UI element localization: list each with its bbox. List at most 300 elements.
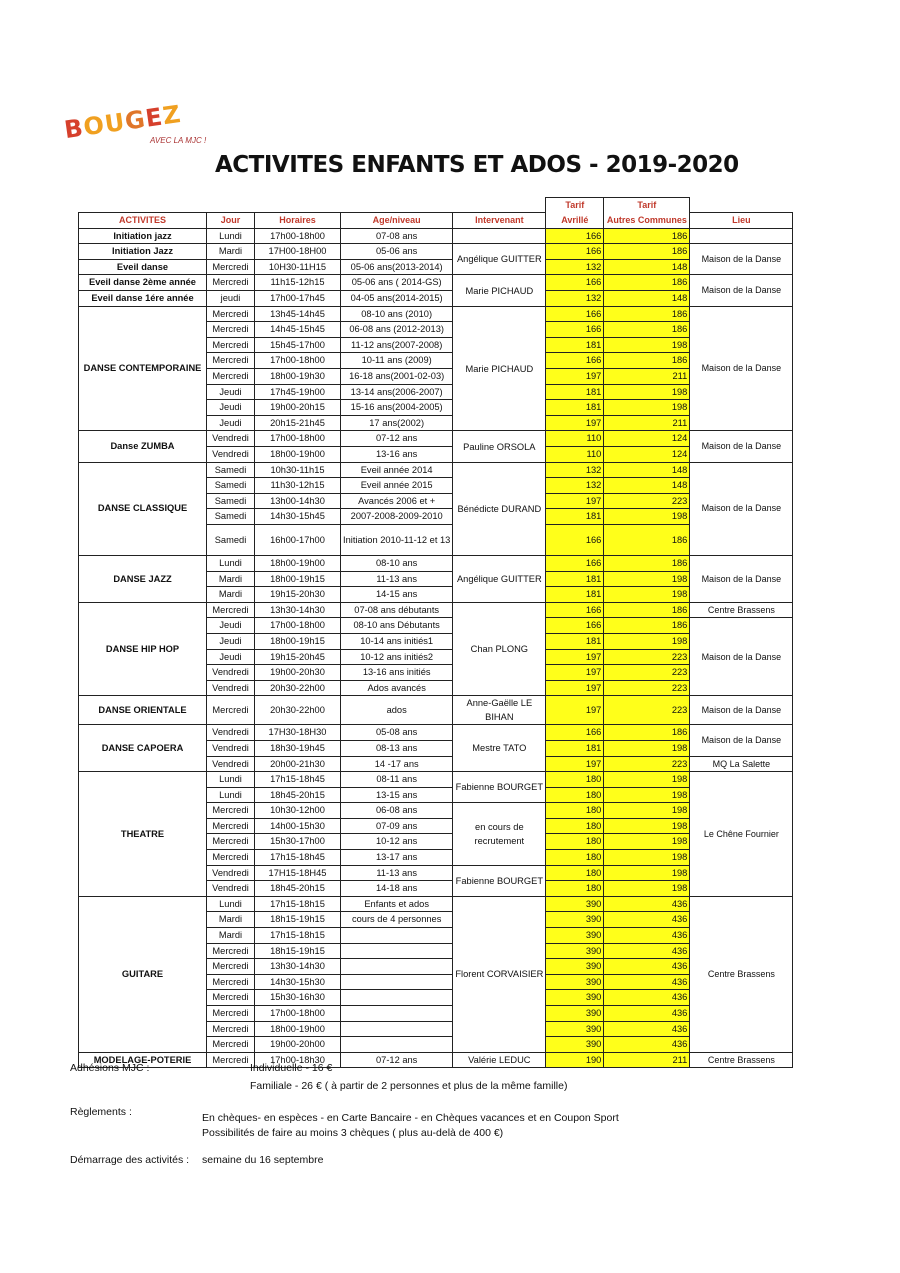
horaire-cell: 17h00-18h00 xyxy=(255,618,341,634)
table-row xyxy=(79,602,793,618)
jour-cell: Vendredi xyxy=(207,756,255,772)
jour-cell: Lundi xyxy=(207,787,255,803)
lieu-cell: Centre Brassens xyxy=(690,896,793,1052)
schedule-table-wrapper xyxy=(78,197,793,1068)
jour-cell: Mercredi xyxy=(207,1052,255,1068)
age-cell xyxy=(341,1006,453,1022)
tarif-autres-cell: 186 xyxy=(604,228,690,244)
age-cell: 13-14 ans(2006-2007) xyxy=(341,384,453,400)
age-cell: 04-05 ans(2014-2015) xyxy=(341,291,453,307)
age-cell: 05-06 ans xyxy=(341,244,453,260)
mjc-logo xyxy=(62,99,224,148)
tarif-autres-cell: 436 xyxy=(604,928,690,944)
horaire-cell: 13h30-14h30 xyxy=(255,959,341,975)
tarif-avrille-cell: 390 xyxy=(546,1006,604,1022)
header-jour: Jour xyxy=(207,213,255,229)
horaire-cell: 13h30-14h30 xyxy=(255,602,341,618)
header-spacer xyxy=(453,198,546,213)
tarif-avrille-cell: 166 xyxy=(546,524,604,555)
age-cell: Ados avancés xyxy=(341,680,453,696)
jour-cell: Mercredi xyxy=(207,275,255,291)
tarif-autres-cell: 211 xyxy=(604,369,690,385)
tarif-autres-cell: 186 xyxy=(604,275,690,291)
tarif-autres-cell: 436 xyxy=(604,1021,690,1037)
activite-cell: MODELAGE-POTERIE xyxy=(79,1052,207,1068)
horaire-cell: 15h45-17h00 xyxy=(255,337,341,353)
tarif-avrille-cell: 390 xyxy=(546,896,604,912)
table-row xyxy=(79,306,793,322)
intervenant-cell: Mestre TATO xyxy=(453,725,546,772)
intervenant-cell: Fabienne BOURGET xyxy=(453,772,546,803)
lieu-cell: Centre Brassens xyxy=(690,602,793,618)
tarif-autres-cell: 211 xyxy=(604,1052,690,1068)
age-cell: 14-18 ans xyxy=(341,881,453,897)
age-cell: 13-16 ans initiés xyxy=(341,665,453,681)
tarif-avrille-cell: 181 xyxy=(546,633,604,649)
age-cell: 05-06 ans ( 2014-GS) xyxy=(341,275,453,291)
tarif-autres-cell: 198 xyxy=(604,337,690,353)
tarif-avrille-cell: 390 xyxy=(546,1021,604,1037)
jour-cell: Mercredi xyxy=(207,834,255,850)
tarif-autres-cell: 223 xyxy=(604,493,690,509)
horaire-cell: 17h00-17h45 xyxy=(255,291,341,307)
horaire-cell: 17H00-18H00 xyxy=(255,244,341,260)
jour-cell: Mercredi xyxy=(207,306,255,322)
tarif-avrille-cell: 390 xyxy=(546,959,604,975)
jour-cell: Jeudi xyxy=(207,400,255,416)
tarif-avrille-cell: 166 xyxy=(546,602,604,618)
age-cell: 17 ans(2002) xyxy=(341,415,453,431)
activite-cell: DANSE CAPOERA xyxy=(79,725,207,772)
age-cell: 05-08 ans xyxy=(341,725,453,741)
tarif-autres-cell: 198 xyxy=(604,633,690,649)
age-cell: 11-12 ans(2007-2008) xyxy=(341,337,453,353)
tarif-autres-cell: 198 xyxy=(604,850,690,866)
intervenant-cell: Bénédicte DURAND xyxy=(453,462,546,555)
horaire-cell: 17h15-18h45 xyxy=(255,772,341,788)
age-cell: 06-08 ans xyxy=(341,803,453,819)
tarif-avrille-cell: 132 xyxy=(546,478,604,494)
table-row xyxy=(79,896,793,912)
intervenant-cell: Valérie LEDUC xyxy=(453,1052,546,1068)
tarif-avrille-cell: 197 xyxy=(546,756,604,772)
horaire-cell: 13h00-14h30 xyxy=(255,493,341,509)
lieu-cell: Maison de la Danse xyxy=(690,431,793,462)
page-title: ACTIVITES ENFANTS ET ADOS - 2019-2020 xyxy=(215,152,739,178)
horaire-cell: 20h30-22h00 xyxy=(255,680,341,696)
header-activites: ACTIVITES xyxy=(79,213,207,229)
header-spacer xyxy=(255,198,341,213)
age-cell xyxy=(341,959,453,975)
age-cell xyxy=(341,974,453,990)
jour-cell: Mardi xyxy=(207,587,255,603)
tarif-avrille-cell: 181 xyxy=(546,740,604,756)
tarif-avrille-cell: 180 xyxy=(546,850,604,866)
tarif-avrille-cell: 132 xyxy=(546,291,604,307)
horaire-cell: 17h45-19h00 xyxy=(255,384,341,400)
jour-cell: Mardi xyxy=(207,244,255,260)
table-row xyxy=(79,462,793,478)
table-row xyxy=(79,696,793,725)
tarif-autres-cell: 436 xyxy=(604,959,690,975)
tarif-autres-cell: 124 xyxy=(604,447,690,463)
horaire-cell: 14h30-15h45 xyxy=(255,509,341,525)
tarif-avrille-cell: 166 xyxy=(546,353,604,369)
age-cell: 10-11 ans (2009) xyxy=(341,353,453,369)
tarif-autres-cell: 186 xyxy=(604,322,690,338)
age-cell: 13-16 ans xyxy=(341,447,453,463)
age-cell: cours de 4 personnes xyxy=(341,912,453,928)
horaire-cell: 10h30-11h15 xyxy=(255,462,341,478)
age-cell: 07-12 ans xyxy=(341,1052,453,1068)
horaire-cell: 19h00-20h30 xyxy=(255,665,341,681)
lieu-cell: Maison de la Danse xyxy=(690,462,793,555)
header-tarif-avrille-top: Tarif xyxy=(546,198,604,213)
tarif-avrille-cell: 181 xyxy=(546,384,604,400)
activite-cell: Danse ZUMBA xyxy=(79,431,207,462)
tarif-autres-cell: 223 xyxy=(604,696,690,725)
jour-cell: Jeudi xyxy=(207,384,255,400)
tarif-autres-cell: 148 xyxy=(604,291,690,307)
tarif-autres-cell: 198 xyxy=(604,803,690,819)
tarif-autres-cell: 198 xyxy=(604,865,690,881)
activite-cell: DANSE JAZZ xyxy=(79,555,207,602)
reglements-modes: En chèques- en espèces - en Carte Bancaire - en Chèques vacances et en Coupon Sport xyxy=(202,1112,619,1124)
header-spacer xyxy=(690,198,793,213)
horaire-cell: 18h00-19h15 xyxy=(255,571,341,587)
tarif-avrille-cell: 390 xyxy=(546,912,604,928)
header-top-row xyxy=(79,198,793,213)
jour-cell: Mercredi xyxy=(207,696,255,725)
horaire-cell: 15h30-16h30 xyxy=(255,990,341,1006)
table-row xyxy=(79,244,793,260)
tarif-autres-cell: 223 xyxy=(604,756,690,772)
tarif-autres-cell: 198 xyxy=(604,571,690,587)
tarif-avrille-cell: 166 xyxy=(546,725,604,741)
horaire-cell: 19h15-20h45 xyxy=(255,649,341,665)
jour-cell: Mercredi xyxy=(207,337,255,353)
age-cell: 11-13 ans xyxy=(341,571,453,587)
horaire-cell: 17h15-18h15 xyxy=(255,896,341,912)
tarif-autres-cell: 223 xyxy=(604,665,690,681)
jour-cell: Mercredi xyxy=(207,943,255,959)
age-cell: 08-10 ans Débutants xyxy=(341,618,453,634)
intervenant-cell: Marie PICHAUD xyxy=(453,275,546,306)
horaire-cell: 10h30-12h00 xyxy=(255,803,341,819)
intervenant-cell: Marie PICHAUD xyxy=(453,306,546,431)
lieu-cell: Le Chêne Fournier xyxy=(690,772,793,897)
tarif-avrille-cell: 190 xyxy=(546,1052,604,1068)
jour-cell: Mercredi xyxy=(207,990,255,1006)
tarif-avrille-cell: 181 xyxy=(546,400,604,416)
age-cell: Eveil année 2014 xyxy=(341,462,453,478)
tarif-avrille-cell: 166 xyxy=(546,244,604,260)
lieu-cell: Maison de la Danse xyxy=(690,275,793,306)
age-cell: Eveil année 2015 xyxy=(341,478,453,494)
lieu-cell xyxy=(690,228,793,244)
age-cell: 07-08 ans xyxy=(341,228,453,244)
tarif-avrille-cell: 180 xyxy=(546,787,604,803)
tarif-avrille-cell: 180 xyxy=(546,865,604,881)
age-cell: 08-10 ans xyxy=(341,555,453,571)
age-cell: 10-12 ans initiés2 xyxy=(341,649,453,665)
tarif-avrille-cell: 166 xyxy=(546,306,604,322)
age-cell: 14-15 ans xyxy=(341,587,453,603)
tarif-avrille-cell: 166 xyxy=(546,275,604,291)
activite-cell: DANSE CLASSIQUE xyxy=(79,462,207,555)
horaire-cell: 17h00-18h00 xyxy=(255,353,341,369)
horaire-cell: 17H30-18H30 xyxy=(255,725,341,741)
tarif-avrille-cell: 197 xyxy=(546,493,604,509)
age-cell: 14 -17 ans xyxy=(341,756,453,772)
jour-cell: Lundi xyxy=(207,772,255,788)
horaire-cell: 10H30-11H15 xyxy=(255,259,341,275)
horaire-cell: 19h00-20h00 xyxy=(255,1037,341,1053)
table-row xyxy=(79,275,793,291)
tarif-avrille-cell: 110 xyxy=(546,447,604,463)
tarif-avrille-cell: 197 xyxy=(546,649,604,665)
intervenant-cell xyxy=(453,228,546,244)
jour-cell: Jeudi xyxy=(207,415,255,431)
tarif-avrille-cell: 197 xyxy=(546,415,604,431)
jour-cell: Mardi xyxy=(207,928,255,944)
horaire-cell: 11h30-12h15 xyxy=(255,478,341,494)
horaire-cell: 20h15-21h45 xyxy=(255,415,341,431)
tarif-avrille-cell: 181 xyxy=(546,337,604,353)
age-cell xyxy=(341,1037,453,1053)
intervenant-cell: Pauline ORSOLA xyxy=(453,431,546,462)
tarif-avrille-cell: 166 xyxy=(546,618,604,634)
jour-cell: Mercredi xyxy=(207,1021,255,1037)
tarif-autres-cell: 223 xyxy=(604,680,690,696)
tarif-avrille-cell: 166 xyxy=(546,322,604,338)
activite-cell: DANSE CONTEMPORAINE xyxy=(79,306,207,431)
horaire-cell: 19h15-20h30 xyxy=(255,587,341,603)
lieu-cell: MQ La Salette xyxy=(690,756,793,772)
adhesions-label: Adhésions MJC : xyxy=(70,1062,150,1074)
tarif-avrille-cell: 390 xyxy=(546,943,604,959)
horaire-cell: 17h00-18h00 xyxy=(255,228,341,244)
tarif-autres-cell: 198 xyxy=(604,400,690,416)
age-cell: 10-12 ans xyxy=(341,834,453,850)
jour-cell: Mercredi xyxy=(207,1037,255,1053)
jour-cell: Vendredi xyxy=(207,881,255,897)
tarif-avrille-cell: 132 xyxy=(546,462,604,478)
age-cell: Avancés 2006 et + xyxy=(341,493,453,509)
header-spacer xyxy=(79,198,207,213)
tarif-autres-cell: 436 xyxy=(604,1006,690,1022)
jour-cell: Lundi xyxy=(207,228,255,244)
age-cell: 2007-2008-2009-2010 xyxy=(341,509,453,525)
header-tarif-autres: Autres Communes xyxy=(604,213,690,229)
horaire-cell: 19h00-20h15 xyxy=(255,400,341,416)
jour-cell: Mercredi xyxy=(207,369,255,385)
jour-cell: Mercredi xyxy=(207,602,255,618)
horaire-cell: 17h15-18h45 xyxy=(255,850,341,866)
activite-cell: Eveil danse 1ére année xyxy=(79,291,207,307)
tarif-avrille-cell: 390 xyxy=(546,928,604,944)
tarif-avrille-cell: 180 xyxy=(546,772,604,788)
jour-cell: Samedi xyxy=(207,493,255,509)
horaire-cell: 18h00-19h00 xyxy=(255,555,341,571)
horaire-cell: 18h30-19h45 xyxy=(255,740,341,756)
adhesions-individuelle: Individuelle - 16 € xyxy=(250,1062,333,1074)
age-cell: 07-12 ans xyxy=(341,431,453,447)
jour-cell: Vendredi xyxy=(207,725,255,741)
tarif-autres-cell: 198 xyxy=(604,834,690,850)
horaire-cell: 18h15-19h15 xyxy=(255,912,341,928)
header-age: Age/niveau xyxy=(341,213,453,229)
tarif-avrille-cell: 197 xyxy=(546,696,604,725)
jour-cell: Vendredi xyxy=(207,431,255,447)
tarif-autres-cell: 186 xyxy=(604,244,690,260)
tarif-avrille-cell: 181 xyxy=(546,587,604,603)
horaire-cell: 14h45-15h45 xyxy=(255,322,341,338)
horaire-cell: 17h15-18h15 xyxy=(255,928,341,944)
age-cell: 08-10 ans (2010) xyxy=(341,306,453,322)
jour-cell: Vendredi xyxy=(207,665,255,681)
header-tarif-avrille: Avrillé xyxy=(546,213,604,229)
horaire-cell: 14h00-15h30 xyxy=(255,818,341,834)
tarif-autres-cell: 186 xyxy=(604,725,690,741)
age-cell: 08-11 ans xyxy=(341,772,453,788)
intervenant-cell: Fabienne BOURGET xyxy=(453,865,546,896)
table-row xyxy=(79,228,793,244)
activite-cell: Eveil danse xyxy=(79,259,207,275)
jour-cell: Vendredi xyxy=(207,447,255,463)
horaire-cell: 13h45-14h45 xyxy=(255,306,341,322)
table-row xyxy=(79,772,793,788)
age-cell xyxy=(341,990,453,1006)
activite-cell: DANSE HIP HOP xyxy=(79,602,207,696)
tarif-autres-cell: 436 xyxy=(604,896,690,912)
tarif-autres-cell: 186 xyxy=(604,602,690,618)
jour-cell: Mardi xyxy=(207,571,255,587)
jour-cell: Vendredi xyxy=(207,740,255,756)
logo-tagline: AVEC LA MJC ! xyxy=(150,136,207,145)
age-cell: 13-17 ans xyxy=(341,850,453,866)
horaire-cell: 15h30-17h00 xyxy=(255,834,341,850)
age-cell: 07-09 ans xyxy=(341,818,453,834)
tarif-autres-cell: 186 xyxy=(604,353,690,369)
horaire-cell: 11h15-12h15 xyxy=(255,275,341,291)
tarif-autres-cell: 223 xyxy=(604,649,690,665)
jour-cell: Vendredi xyxy=(207,680,255,696)
tarif-avrille-cell: 197 xyxy=(546,680,604,696)
table-row xyxy=(79,291,793,307)
jour-cell: Mercredi xyxy=(207,818,255,834)
header-intervenant: Intervenant xyxy=(453,213,546,229)
age-cell: 15-16 ans(2004-2005) xyxy=(341,400,453,416)
horaire-cell: 18h00-19h00 xyxy=(255,1021,341,1037)
horaire-cell: 17h00-18h30 xyxy=(255,1052,341,1068)
activite-cell: THEATRE xyxy=(79,772,207,897)
activite-cell: DANSE ORIENTALE xyxy=(79,696,207,725)
age-cell: 06-08 ans (2012-2013) xyxy=(341,322,453,338)
horaire-cell: 18h45-20h15 xyxy=(255,881,341,897)
jour-cell: Jeudi xyxy=(207,649,255,665)
table-row xyxy=(79,259,793,275)
jour-cell: Jeudi xyxy=(207,618,255,634)
jour-cell: jeudi xyxy=(207,291,255,307)
table-row xyxy=(79,1052,793,1068)
horaire-cell: 18h00-19h30 xyxy=(255,369,341,385)
lieu-cell: Maison de la Danse xyxy=(690,555,793,602)
header-tarif-autres-top: Tarif xyxy=(604,198,690,213)
jour-cell: Samedi xyxy=(207,524,255,555)
jour-cell: Mercredi xyxy=(207,803,255,819)
tarif-autres-cell: 124 xyxy=(604,431,690,447)
tarif-avrille-cell: 390 xyxy=(546,974,604,990)
horaire-cell: 17h00-18h00 xyxy=(255,1006,341,1022)
horaire-cell: 17h00-18h00 xyxy=(255,431,341,447)
tarif-autres-cell: 148 xyxy=(604,478,690,494)
tarif-autres-cell: 186 xyxy=(604,524,690,555)
age-cell: ados xyxy=(341,696,453,725)
tarif-autres-cell: 198 xyxy=(604,587,690,603)
lieu-cell: Centre Brassens xyxy=(690,1052,793,1068)
tarif-autres-cell: 198 xyxy=(604,772,690,788)
tarif-autres-cell: 198 xyxy=(604,384,690,400)
tarif-autres-cell: 198 xyxy=(604,740,690,756)
tarif-avrille-cell: 110 xyxy=(546,431,604,447)
tarif-autres-cell: 198 xyxy=(604,509,690,525)
activite-cell: Initiation Jazz xyxy=(79,244,207,260)
tarif-avrille-cell: 181 xyxy=(546,509,604,525)
age-cell xyxy=(341,943,453,959)
jour-cell: Vendredi xyxy=(207,865,255,881)
horaire-cell: 18h45-20h15 xyxy=(255,787,341,803)
tarif-autres-cell: 436 xyxy=(604,974,690,990)
intervenant-cell: Angélique GUITTER xyxy=(453,244,546,275)
tarif-autres-cell: 198 xyxy=(604,787,690,803)
tarif-avrille-cell: 180 xyxy=(546,803,604,819)
jour-cell: Samedi xyxy=(207,462,255,478)
jour-cell: Samedi xyxy=(207,509,255,525)
tarif-avrille-cell: 166 xyxy=(546,555,604,571)
age-cell: 13-15 ans xyxy=(341,787,453,803)
lieu-cell: Maison de la Danse xyxy=(690,696,793,725)
horaire-cell: 16h00-17h00 xyxy=(255,524,341,555)
header-lieu: Lieu xyxy=(690,213,793,229)
schedule-table xyxy=(78,197,793,1068)
intervenant-cell: Angélique GUITTER xyxy=(453,555,546,602)
jour-cell: Mercredi xyxy=(207,959,255,975)
activite-cell: Initiation jazz xyxy=(79,228,207,244)
demarrage-label: Démarrage des activités : xyxy=(70,1154,190,1166)
table-row xyxy=(79,431,793,447)
lieu-cell: Maison de la Danse xyxy=(690,244,793,275)
age-cell: 11-13 ans xyxy=(341,865,453,881)
tarif-avrille-cell: 181 xyxy=(546,571,604,587)
header-spacer xyxy=(341,198,453,213)
jour-cell: Mercredi xyxy=(207,322,255,338)
jour-cell: Jeudi xyxy=(207,633,255,649)
jour-cell: Mercredi xyxy=(207,259,255,275)
tarif-autres-cell: 436 xyxy=(604,1037,690,1053)
tarif-autres-cell: 211 xyxy=(604,415,690,431)
header-row xyxy=(79,213,793,229)
reglements-cheques: Possibilités de faire au moins 3 chèques ( plus au-delà de 400 €) xyxy=(202,1127,504,1139)
tarif-autres-cell: 148 xyxy=(604,259,690,275)
age-cell: 10-14 ans initiés1 xyxy=(341,633,453,649)
intervenant-cell: en cours de recrutement xyxy=(453,803,546,865)
tarif-avrille-cell: 390 xyxy=(546,990,604,1006)
tarif-autres-cell: 198 xyxy=(604,881,690,897)
header-horaires: Horaires xyxy=(255,213,341,229)
tarif-avrille-cell: 132 xyxy=(546,259,604,275)
tarif-autres-cell: 148 xyxy=(604,462,690,478)
